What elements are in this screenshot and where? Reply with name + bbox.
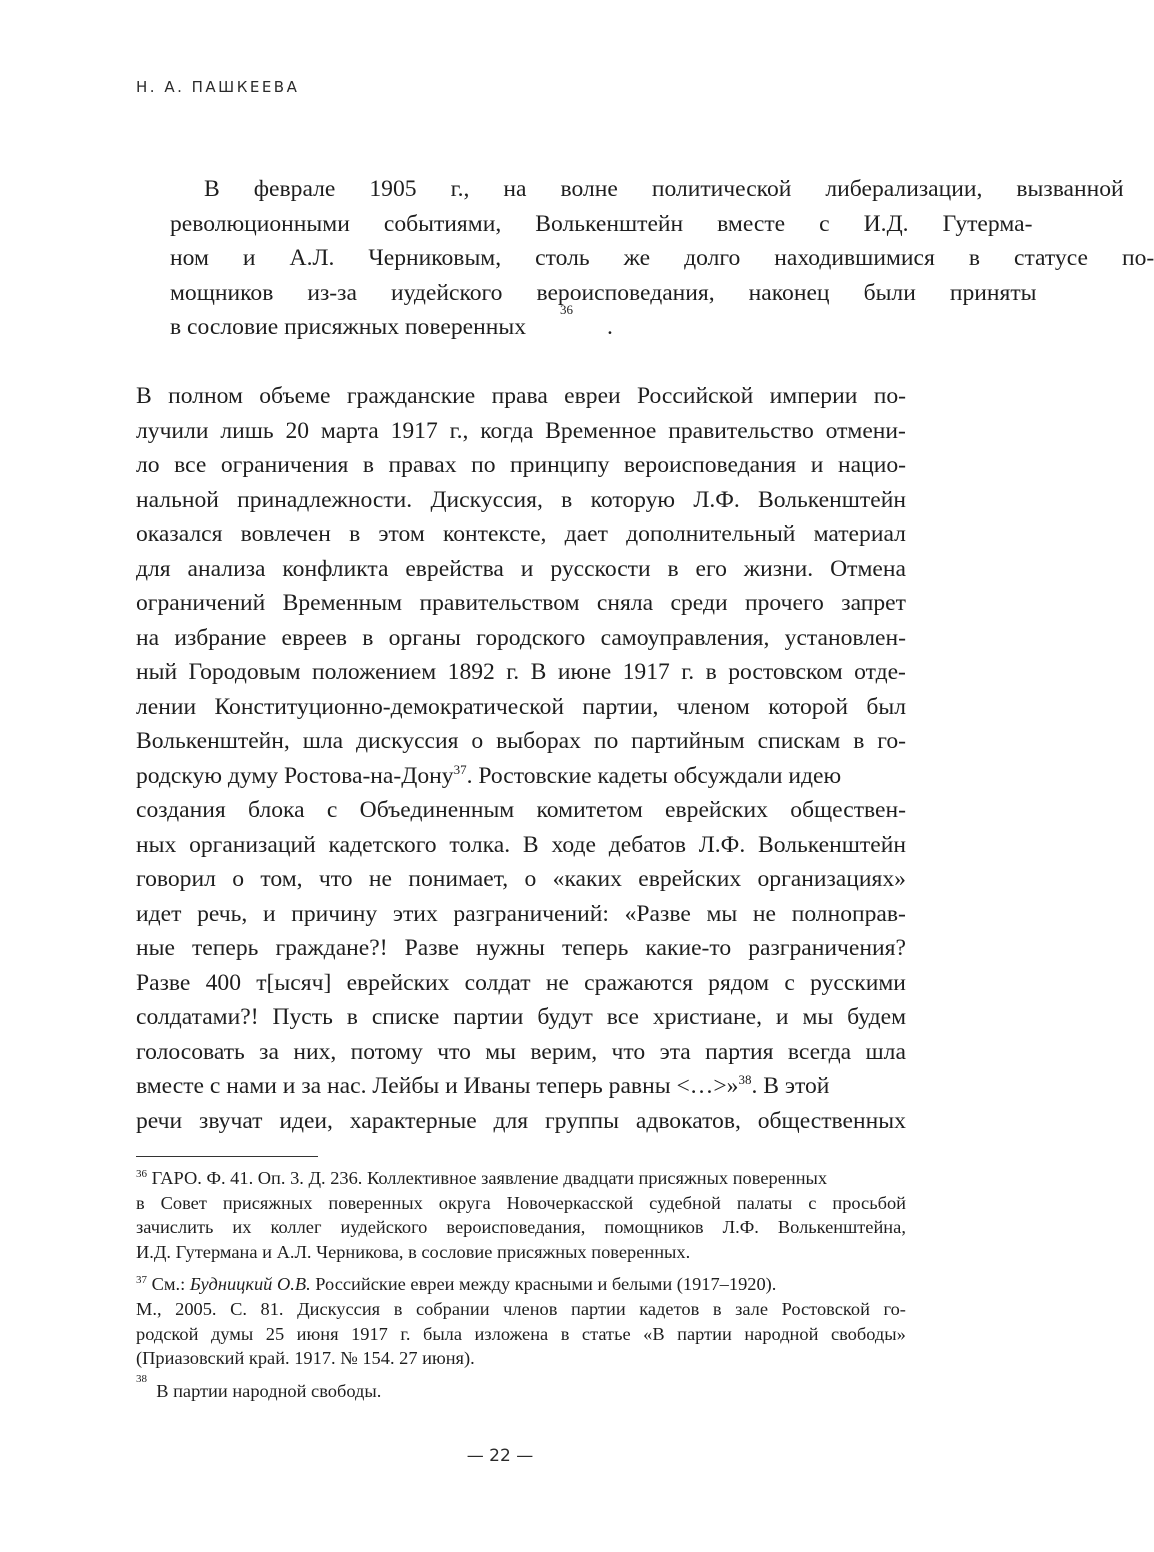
text-line: В полном объеме гражданские права евреи Российской империи по- [136, 383, 906, 409]
footnote-line [136, 1166, 906, 1191]
text-line: ные теперь граждане?! Разве нужны теперь какие-то разграничения? [136, 935, 906, 961]
text-line: революционными событиями, Волькенштейн вместе с И.Д. Гутерма- [170, 210, 1033, 237]
text-line: ный Городовым положением 1892 г. В июне 1917 г. в ростовском отде- [136, 659, 906, 685]
footnote-line: И.Д. Гутермана и А.Л. Черникова, в сословие присяжных поверенных. [136, 1241, 691, 1262]
footnote-line: в Совет присяжных поверенных округа Новочеркасской судебной палаты с просьбой [136, 1192, 906, 1213]
text-line: лучили лишь 20 марта 1917 г., когда Временное правительство отмени- [136, 417, 906, 444]
text-fragment: ГАРО. Ф. 41. Оп. 3. Д. 236. Коллективное заявление двадцати присяжных поверенных [151, 1168, 828, 1188]
footnote-ref: 37 [453, 761, 467, 777]
text-fragment: . Ростовские кадеты обсуждали идею [466, 762, 842, 789]
text-fragment: . В этой [751, 1073, 830, 1099]
text-line: оказался вовлечен в этом контексте, дает дополнительный материал [136, 521, 906, 547]
text-line [136, 759, 906, 794]
text-line: ных организаций кадетского толка. В ходе дебатов Л.Ф. Волькенштейн [136, 831, 906, 858]
footnote-line [136, 1372, 906, 1404]
text-fragment: родскую думу Ростова-на-Дону [136, 762, 454, 789]
footnote-number: 38 [136, 1372, 147, 1385]
footnote-line: родской думы 25 июня 1917 г. была изложена в статье «В партии народной свободы» [136, 1323, 906, 1344]
text-line: ло все ограничения в правах по принципу вероисповедания и нацио- [136, 452, 906, 478]
footnotes [136, 1166, 906, 1411]
text-line: солдатами?! Пусть в списке партии будут все христиане, и мы будем [136, 1004, 906, 1030]
text-line: Волькенштейн, шла дискуссия о выборах по партийным спискам в го- [136, 728, 906, 754]
footnote-line: М., 2005. С. 81. Дискуссия в собрании членов партии кадетов в зале Ростовской го- [136, 1298, 906, 1319]
text-line: Разве 400 т[ысяч] еврейских солдат не сражаются рядом с русскими [136, 969, 906, 996]
text-line: лении Конституционно-демократической партии, членом которой был [136, 693, 906, 720]
text-line: речи звучат идеи, характерные для группы адвокатов, общественных [136, 1107, 906, 1134]
paragraph [136, 379, 906, 1138]
text-fragment: в сословие присяжных поверенных [170, 314, 526, 340]
footnote-ref: 36 [560, 302, 573, 317]
text-line: В феврале 1905 г., на волне политической либерализации, вызванной [204, 176, 1124, 202]
footnote-line: (Приазовский край. 1917. № 154. 27 июня). [136, 1348, 475, 1369]
text-line: создания блока с Объединенным комитетом еврейских обществен- [136, 797, 906, 823]
text-line: ном и А.Л. Черниковым, столь же долго находившимися в статусе по- [170, 245, 1154, 271]
footnote-36 [136, 1166, 906, 1264]
author-name: Будницкий О.В. [189, 1274, 311, 1295]
text-fragment: В партии народной свободы. [156, 1380, 382, 1401]
text-line: голосовать за них, потому что мы верим, что эта партия всегда шла [136, 1038, 906, 1065]
text-fragment: . [607, 314, 613, 340]
text-line: ограничений Временным правительством сняла среди прочего запрет [136, 590, 906, 616]
footnote-37 [136, 1272, 906, 1370]
footnote-number: 36 [136, 1167, 147, 1180]
footnote-line: зачислить их коллег иудейского вероисповедания, помощников Л.Ф. Волькенштейна, [136, 1217, 906, 1238]
footnote-38 [136, 1372, 906, 1404]
text-fragment: Российские евреи между красными и белыми (1917–1920). [310, 1274, 777, 1295]
text-line: идет речь, и причину этих разграничений: «Разве мы не полноправ- [136, 900, 906, 927]
page-number: — 22 — [466, 1446, 534, 1466]
text-fragment: вместе с нами и за нас. Лейбы и Иваны теперь равны <…>» [136, 1073, 739, 1099]
footnote-line [136, 1272, 906, 1297]
text-line: на избрание евреев в органы городского самоуправления, установлен- [136, 624, 906, 651]
text-fragment: См.: [151, 1274, 190, 1295]
footnote-number: 37 [136, 1274, 147, 1287]
text-line: мощников из-за иудейского вероисповедания, наконец были приняты [170, 279, 1037, 306]
text-line [136, 302, 906, 345]
paragraph [136, 172, 1154, 345]
text-line [136, 1069, 906, 1104]
footnote-separator [136, 1156, 318, 1157]
main-text [136, 172, 1154, 1138]
text-line: нальной принадлежности. Дискуссия, в которую Л.Ф. Волькенштейн [136, 486, 906, 513]
text-line: для анализа конфликта еврейства и русскости в его жизни. Отмена [136, 555, 906, 582]
running-head: Н. А. ПАШКЕЕВА [136, 78, 300, 96]
footnote-ref: 38 [738, 1072, 752, 1088]
text-line: говорил о том, что не понимает, о «каких еврейских организациях» [136, 866, 906, 892]
